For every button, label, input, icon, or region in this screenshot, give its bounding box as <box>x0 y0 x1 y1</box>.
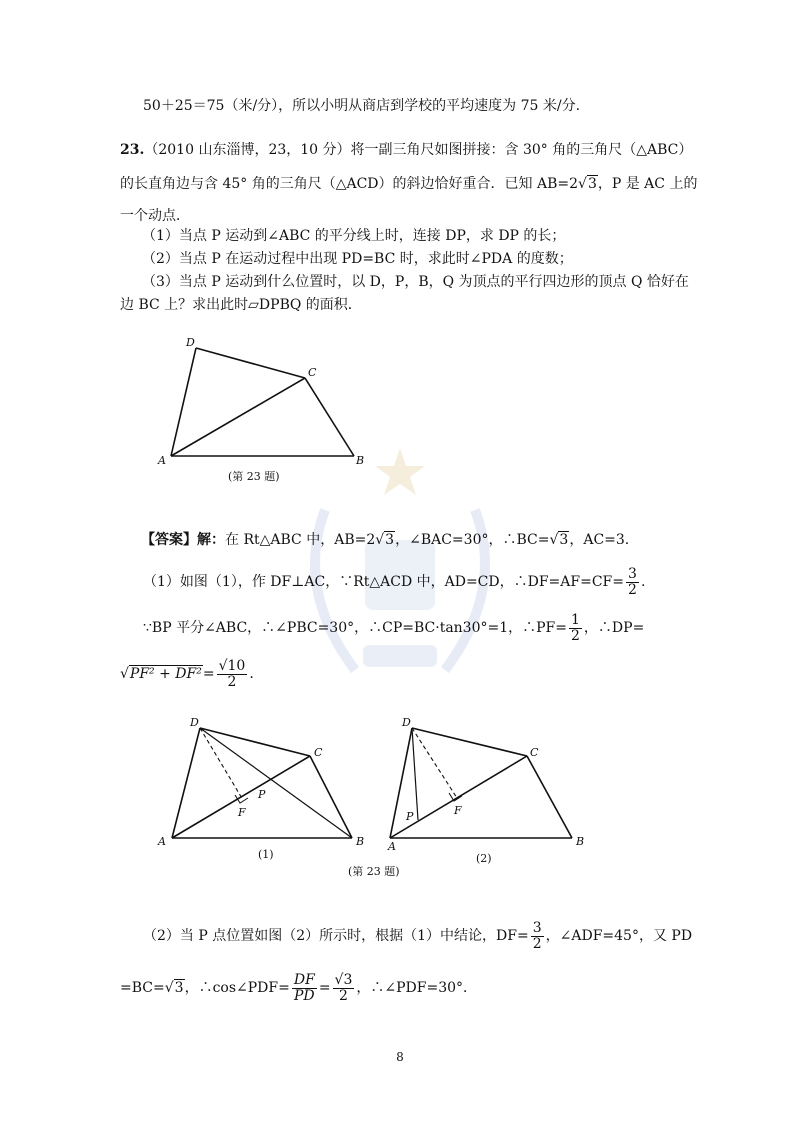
edge-CB <box>305 378 354 456</box>
dashed-DF <box>200 728 243 800</box>
label-C: C <box>308 366 317 379</box>
edge-DC <box>196 348 305 378</box>
svg-text:A: A <box>388 840 396 853</box>
segment-DB <box>200 728 352 838</box>
fraction: $\frac{DF}{PD}$ <box>293 971 315 1004</box>
svg-text:P: P <box>258 788 266 801</box>
answer-line-4: √PF² + DF²= $\frac{√10}{2}$ . <box>120 657 254 690</box>
sub-question-3-cont: 边 BC 上？求出此时▱DPBQ 的面积． <box>120 297 362 313</box>
figure-23 <box>150 330 380 490</box>
question-number: 23. <box>120 142 145 158</box>
question-23-line-1: 23.（2010 山东淄博，23，10 分）将一副三角尺如图拼接：含 30° 角的三角尺（△ABC） <box>120 142 693 158</box>
fraction: $\frac{3}{2}$ <box>532 919 542 952</box>
figure-23-2 <box>388 712 610 865</box>
svg-text:F: F <box>238 806 246 819</box>
label-D: D <box>186 336 195 349</box>
answer-line-1: 【答案】解：在 Rt△ABC 中，AB=2√3，∠BAC=30°，∴BC=√3，AC=3. <box>141 532 630 548</box>
fraction: $\frac{√3}{2}$ <box>334 971 353 1004</box>
fraction: $\frac{√10}{2}$ <box>218 657 246 690</box>
answer-line-5: （2）当 P 点位置如图（2）所示时，根据（1）中结论，DF= $\frac{3}{2}$ ，∠ADF=45°，又 PD <box>143 919 693 952</box>
sub-question-2: （2）当点 P 在运动过程中出现 PD=BC 时，求此时∠PDA 的度数； <box>142 251 573 267</box>
question-23-line-2: 的长直角边与含 45° 角的三角尺（△ACD）的斜边恰好重合．已知 AB=2√3，P 是 AC 上的 <box>120 176 698 192</box>
edge-AC <box>171 378 305 456</box>
svg-text:C: C <box>530 746 539 759</box>
fraction: $\frac{3}{2}$ <box>628 565 637 598</box>
question-23-line-3: 一个动点． <box>120 208 190 224</box>
sub-question-1: （1）当点 P 运动到∠ABC 的平分线上时，连接 DP，求 DP 的长； <box>142 228 566 244</box>
svg-text:C: C <box>314 746 323 759</box>
svg-text:B: B <box>356 835 365 848</box>
label-B: B <box>356 454 365 467</box>
sub-figure-caption-1: (1) <box>258 848 274 861</box>
figure-caption-2: (第 23 题) <box>348 865 400 878</box>
svg-text:P: P <box>406 810 414 823</box>
answer-line-3: ∵BP 平分∠ABC，∴∠PBC=30°，∴CP=BC·tan30°=1，∴PF= $\frac{1}{2}$ ，∴DP= <box>143 611 645 644</box>
svg-text:A: A <box>158 835 166 848</box>
svg-text:D: D <box>402 716 411 729</box>
sub-question-3: （3）当点 P 运动到什么位置时，以 D，P，B，Q 为顶点的平行四边形的顶点 Q 恰好在 <box>142 274 689 290</box>
sqrt-sign: √ <box>578 176 587 192</box>
svg-text:B: B <box>576 835 585 848</box>
edge-DA <box>171 348 196 456</box>
figure-caption: (第 23 题) <box>228 470 280 483</box>
answer-label: 【答案】解： <box>141 532 225 548</box>
label-A: A <box>158 454 166 467</box>
fraction: $\frac{1}{2}$ <box>571 611 580 644</box>
answer-line-2: （1）如图（1），作 DF⊥AC，∵Rt△ACD 中，AD=CD，∴DF=AF=CF= $\frac{3}{2}$ . <box>143 565 646 598</box>
figure-23-1 <box>150 712 380 862</box>
sub-figure-caption-2: (2) <box>476 852 492 865</box>
svg-text:D: D <box>190 716 199 729</box>
segment-DP <box>412 728 418 820</box>
page-number: 8 <box>396 1050 404 1064</box>
answer-line-6: =BC=√3，∴cos∠PDF= $\frac{DF}{PD}$ = $\frac{√3}{2}$ ，∴∠PDF=30°． <box>120 971 478 1004</box>
solution-tail-line: 50＋25＝75（米/分），所以小明从商店到学校的平均速度为 75 米/分. <box>143 98 581 114</box>
dashed-DF <box>412 728 457 798</box>
svg-text:F: F <box>454 804 462 817</box>
